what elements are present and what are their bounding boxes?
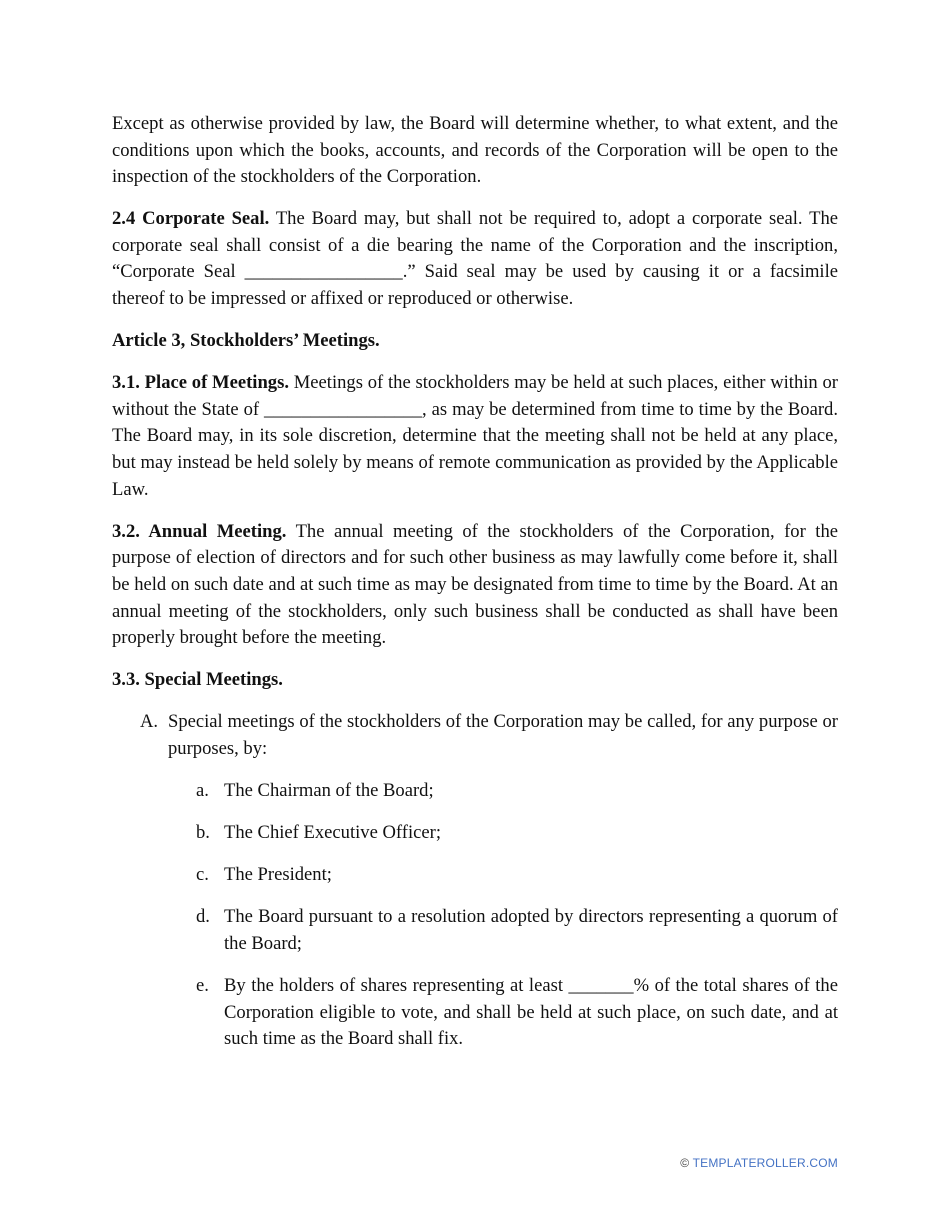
list-item-a-upper: [140, 709, 838, 762]
list-marker: a.: [196, 779, 209, 801]
list-item: [196, 778, 838, 805]
annual-meeting-text: The annual meeting of the stockholders of the Corporation, for the purpose of election of directors and for such other business as may lawfully come before it, shall be held on such date and at such time as may be designated from time to time by the Board. At an annual meeting of the stockholders, only such business shall be conducted as shall have been properly brought before the meeting.: [112, 520, 839, 649]
list-item-text: The Chairman of the Board;: [224, 779, 434, 801]
special-meetings-heading: 3.3. Special Meetings.: [112, 669, 283, 691]
corporate-seal-text: The Board may, but shall not be required to, adopt a corporate seal. The corporate seal shall consist of a die bearing the name of the Corporation and the inscription, “Corporate Seal _________________.” Said seal may be used by causing it or a facsimile thereof to be impressed or affixed or reproduced or otherwise.: [112, 208, 838, 310]
inspection-paragraph: Except as otherwise provided by law, the Board will determine whether, to what extent, and the conditions upon which the books, accounts, and records of the Corporation will be open to the inspection of the stockholders of the Corporation.: [112, 113, 838, 188]
annual-meeting-heading: 3.2. Annual Meeting.: [112, 520, 287, 542]
place-of-meetings-paragraph: [112, 370, 838, 503]
list-item: [196, 904, 838, 957]
list-marker: d.: [196, 906, 210, 928]
list-marker: A.: [140, 711, 159, 733]
list-item-text: The President;: [224, 864, 332, 886]
list-item-text: The Board pursuant to a resolution adopted by directors representing a quorum of the Board;: [224, 906, 838, 954]
callers-list: [112, 778, 838, 1053]
document-body: [112, 111, 838, 1068]
list-item: [196, 973, 838, 1053]
corporate-seal-paragraph: [112, 206, 838, 312]
list-item-text: The Chief Executive Officer;: [224, 822, 442, 844]
place-of-meetings-text: Meetings of the stockholders may be held at such places, either within or without the State of _________________, as may be determined from time to time by the Board. The Board may, in its sole discretion, determine that the meeting shall not be held at any place, but may instead be held solely by means of remote communication as provided by the Applicable Law.: [112, 372, 838, 500]
annual-meeting-paragraph: [112, 519, 838, 652]
list-marker: b.: [196, 822, 210, 844]
templateroller-link[interactable]: TEMPLATEROLLER.COM: [692, 1156, 838, 1170]
special-meetings-list: [112, 709, 838, 1052]
article-3-heading: Article 3, Stockholders’ Meetings.: [112, 330, 380, 352]
list-item-text: Special meetings of the stockholders of the Corporation may be called, for any purpose or purposes, by:: [168, 711, 838, 759]
place-of-meetings-heading: 3.1. Place of Meetings.: [112, 372, 289, 394]
list-marker: c.: [196, 864, 209, 886]
corporate-seal-heading: 2.4 Corporate Seal.: [112, 208, 270, 230]
list-item-text: By the holders of shares representing at least _______% of the total shares of the Corporation eligible to vote, and shall be held at such place, on such date, and at such time as the Board shall fix.: [224, 974, 838, 1050]
list-marker: e.: [196, 974, 209, 996]
list-item: [196, 862, 838, 889]
footer-watermark: [680, 1156, 838, 1170]
list-item: [196, 820, 838, 847]
copyright-symbol: ©: [680, 1156, 690, 1170]
